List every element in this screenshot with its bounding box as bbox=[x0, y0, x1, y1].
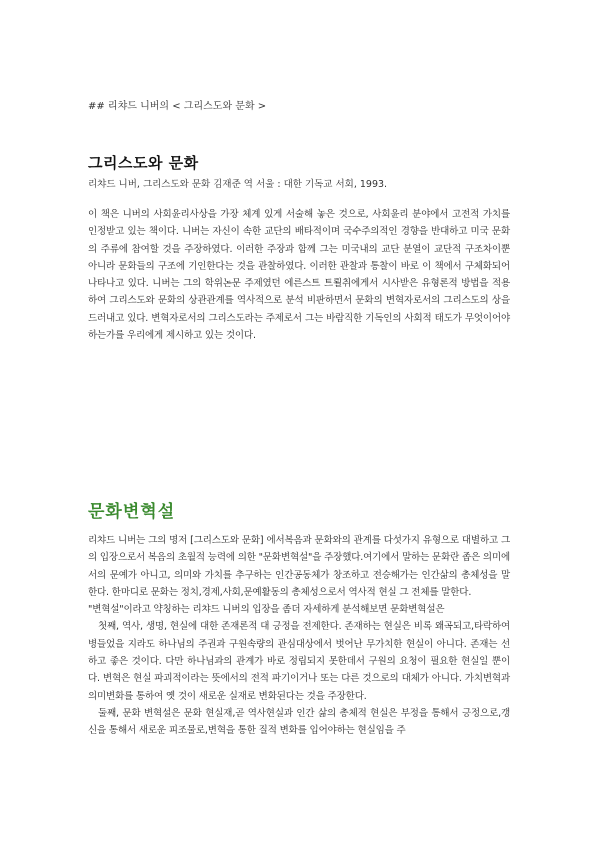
section-body bbox=[88, 532, 510, 740]
book-citation: 리챠드 니버, 그리스도와 문화 김재준 역 서울 : 대한 기독교 서회, 1993. bbox=[88, 179, 388, 190]
body-paragraph: 첫째, 역사, 생명, 현실에 대한 존재론적 대 긍정을 전제한다. 존재하는 현실은 비록 왜곡되고,타락하여 병들었을 지라도 하나님의 주권과 구원속량의 관심대상에서 벗어난 무가치한 현실이 아니다. 존재는 선하고 좋은 것이다. 다만 하나님과의 관계가 바로 정립되지 못한데서 구원의 요청이 필요한 현실일 뿐이다. 변혁은 현실 파괴적이라는 뜻에서의 전적 파기이거나 또는 다른 것으로의 대체가 아니다. 가치변혁과 의미변화를 통하여 옛 것이 새로운 실재로 변화된다는 것을 주장한다. bbox=[88, 621, 510, 702]
body-paragraph: 리챠드 니버는 그의 명저 [그리스도와 문화] 에서복음과 문화와의 관계를 다섯가지 유형으로 대별하고 그의 입장으로서 복음의 초월적 능력에 의한 "문화변혁설"을 주장했다.여기에서 말하는 문화란 좁은 의미에서의 문예가 아니고, 의미와 가치를 추구하는 인간공동체가 창조하고 전승해가는 인간삶의 총체성을 말한다. 한마디로 문화는 정치,경제,사회,문예활동의 총체성으로서 역사적 현실 그 전체를 말한다. bbox=[88, 535, 511, 598]
body-paragraph: 둘째, 문화 변혁설은 문화 현실재,곧 역사현실과 인간 삶의 총체적 현실은 부정을 통해서 긍정으로,갱신을 통해서 새로운 피조물로,변혁을 통한 질적 변화를 입어야하는 현실임을 주 bbox=[88, 707, 510, 737]
body-paragraph: "변혁설"이라고 약칭하는 리챠드 니버의 입장을 좀더 자세하게 분석해보면 문화변혁설은 bbox=[88, 604, 445, 616]
book-title: 그리스도와 문화 bbox=[88, 154, 199, 172]
document-header: ## 리챠드 니버의 < 그리스도와 문화 > bbox=[88, 101, 267, 112]
section-title: 문화변혁설 bbox=[88, 502, 176, 522]
intro-paragraph: 이 책은 니버의 사회윤리사상을 가장 체계 있게 서술해 놓은 것으로, 사회윤리 분야에서 고전적 가치를 인정받고 있는 책이다. 니버는 자신이 속한 교단의 배타적이며 국수주의적인 경향을 반대하고 미국 문화의 주류에 참여할 것을 주장하였다. 이러한 주장과 함께 그는 미국내의 교단 분열이 교단적 구조차이뿐 아니라 문화들의 구조에 기인한다는 것을 관찰하였다. 이러한 관찰과 통찰이 바로 이 책에서 구체화되어 나타나고 있다. 니버는 그의 학위논문 주제였던 에른스트 트뢸취에게서 시사받은 유형론적 방법을 적용하여 그리스도와 문화의 상관관계를 역사적으로 분석 비판하면서 문화의 변혁자로서의 그리스도의 상을 드러내고 있다. 변혁자로서의 그리스도라는 주제로서 그는 바람직한 기독인의 사회적 태도가 무엇이어야 하는가를 우리에게 제시하고 있는 것이다. bbox=[88, 209, 510, 342]
